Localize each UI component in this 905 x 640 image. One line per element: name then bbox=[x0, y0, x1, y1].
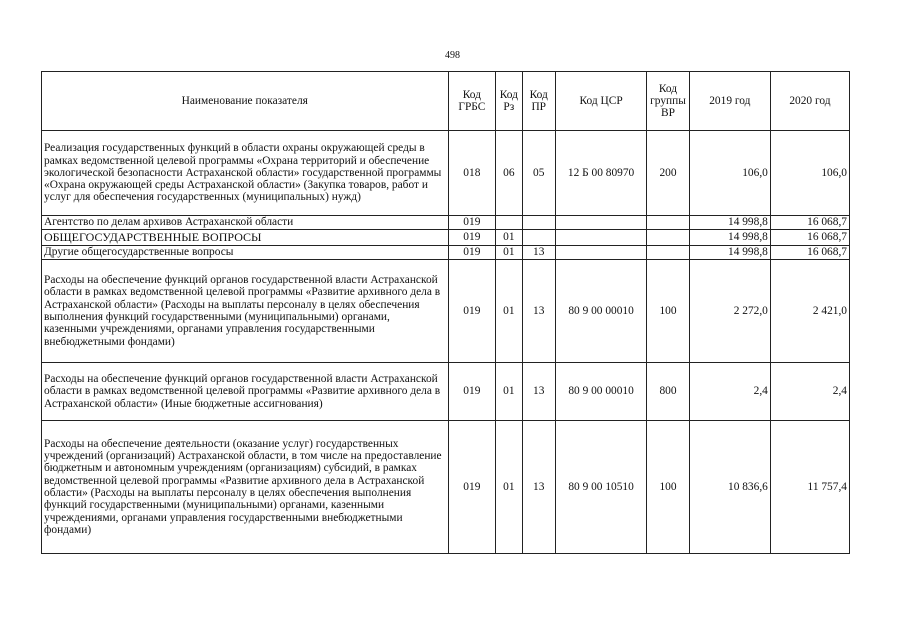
row-grbs: 019 bbox=[448, 246, 496, 260]
row-csr: 80 9 00 10510 bbox=[555, 421, 646, 554]
row-grbs: 019 bbox=[448, 230, 496, 246]
row-2019: 2,4 bbox=[689, 363, 770, 421]
row-2020: 16 068,7 bbox=[770, 230, 849, 246]
row-pr: 13 bbox=[522, 246, 555, 260]
row-2019: 14 998,8 bbox=[689, 216, 770, 230]
row-csr: 80 9 00 00010 bbox=[555, 363, 646, 421]
row-2019: 14 998,8 bbox=[689, 246, 770, 260]
row-2020: 2,4 bbox=[770, 363, 849, 421]
row-name: Расходы на обеспечение функций органов государственной власти Астраханской области в рамках ведомственной целевой программы «Развитие архивного дела в Астраханской области» (Иные бюджетные ассигнования) bbox=[42, 363, 449, 421]
row-grbs: 019 bbox=[448, 421, 496, 554]
row-csr bbox=[555, 216, 646, 230]
row-vr: 800 bbox=[647, 363, 690, 421]
row-vr bbox=[647, 230, 690, 246]
row-name: Реализация государственных функций в области охраны окружающей среды в рамках ведомственной целевой программы «Охрана территорий и обеспечение экологической безопасности Астраханской области» государственной программы «Охрана окружающей среды Астраханской области» (Закупка товаров, работ и услуг для обеспечения государственных (муниципальных) нужд) bbox=[42, 131, 449, 216]
table-row bbox=[42, 363, 850, 421]
row-pr: 13 bbox=[522, 363, 555, 421]
row-2019: 106,0 bbox=[689, 131, 770, 216]
row-csr: 80 9 00 00010 bbox=[555, 260, 646, 363]
table-row bbox=[42, 260, 850, 363]
row-grbs: 018 bbox=[448, 131, 496, 216]
row-pr: 13 bbox=[522, 421, 555, 554]
row-2020: 106,0 bbox=[770, 131, 849, 216]
row-csr bbox=[555, 230, 646, 246]
row-pr: 05 bbox=[522, 131, 555, 216]
table-row bbox=[42, 421, 850, 554]
row-2020: 2 421,0 bbox=[770, 260, 849, 363]
row-vr bbox=[647, 216, 690, 230]
row-name: Расходы на обеспечение функций органов государственной власти Астраханской области в рамках ведомственной целевой программы «Развитие архивного дела в Астраханской области» (Расходы на выплаты персоналу в целях обеспечения выполнения функций государственными (муниципальными) органами, казенными учреждениями, органами управления государственными внебюджетными фондами) bbox=[42, 260, 449, 363]
row-rz: 01 bbox=[496, 363, 522, 421]
row-csr bbox=[555, 246, 646, 260]
row-rz: 01 bbox=[496, 260, 522, 363]
row-pr: 13 bbox=[522, 260, 555, 363]
table-row bbox=[42, 246, 850, 260]
row-2019: 10 836,6 bbox=[689, 421, 770, 554]
header-row bbox=[42, 72, 850, 131]
row-2020: 16 068,7 bbox=[770, 246, 849, 260]
row-name: ОБЩЕГОСУДАРСТВЕННЫЕ ВОПРОСЫ bbox=[42, 230, 449, 246]
row-pr bbox=[522, 216, 555, 230]
row-vr bbox=[647, 246, 690, 260]
budget-table bbox=[41, 71, 850, 554]
header-2019: 2019 год bbox=[689, 72, 770, 131]
row-name: Другие общегосударственные вопросы bbox=[42, 246, 449, 260]
row-2019: 14 998,8 bbox=[689, 230, 770, 246]
table-row bbox=[42, 230, 850, 246]
page-number: 498 bbox=[445, 50, 460, 61]
header-vr: Код группы ВР bbox=[647, 72, 690, 131]
row-rz: 01 bbox=[496, 421, 522, 554]
row-grbs: 019 bbox=[448, 260, 496, 363]
row-csr: 12 Б 00 80970 bbox=[555, 131, 646, 216]
row-vr: 200 bbox=[647, 131, 690, 216]
row-grbs: 019 bbox=[448, 363, 496, 421]
row-vr: 100 bbox=[647, 421, 690, 554]
header-name: Наименование показателя bbox=[42, 72, 449, 131]
table-row bbox=[42, 131, 850, 216]
header-2020: 2020 год bbox=[770, 72, 849, 131]
row-name: Агентство по делам архивов Астраханской области bbox=[42, 216, 449, 230]
row-rz: 01 bbox=[496, 230, 522, 246]
row-2020: 16 068,7 bbox=[770, 216, 849, 230]
row-rz: 01 bbox=[496, 246, 522, 260]
row-vr: 100 bbox=[647, 260, 690, 363]
header-csr: Код ЦСР bbox=[555, 72, 646, 131]
table-row bbox=[42, 216, 850, 230]
row-pr bbox=[522, 230, 555, 246]
row-2019: 2 272,0 bbox=[689, 260, 770, 363]
row-rz: 06 bbox=[496, 131, 522, 216]
row-grbs: 019 bbox=[448, 216, 496, 230]
row-2020: 11 757,4 bbox=[770, 421, 849, 554]
header-rz: Код Рз bbox=[496, 72, 522, 131]
row-rz bbox=[496, 216, 522, 230]
header-grbs: Код ГРБС bbox=[448, 72, 496, 131]
header-pr: Код ПР bbox=[522, 72, 555, 131]
row-name: Расходы на обеспечение деятельности (оказание услуг) государственных учреждений (организаций) Астраханской области, в том числе на предоставление бюджетным и автономным учреждениям (организациям) субсидий, в рамках ведомственной целевой программы «Развитие архивного дела в Астраханской области» (Расходы на выплаты персоналу в целях обеспечения выполнения функций государственными (муниципальными) органами, казенными учреждениями, органами управления государственными внебюджетными фондами) bbox=[42, 421, 449, 554]
